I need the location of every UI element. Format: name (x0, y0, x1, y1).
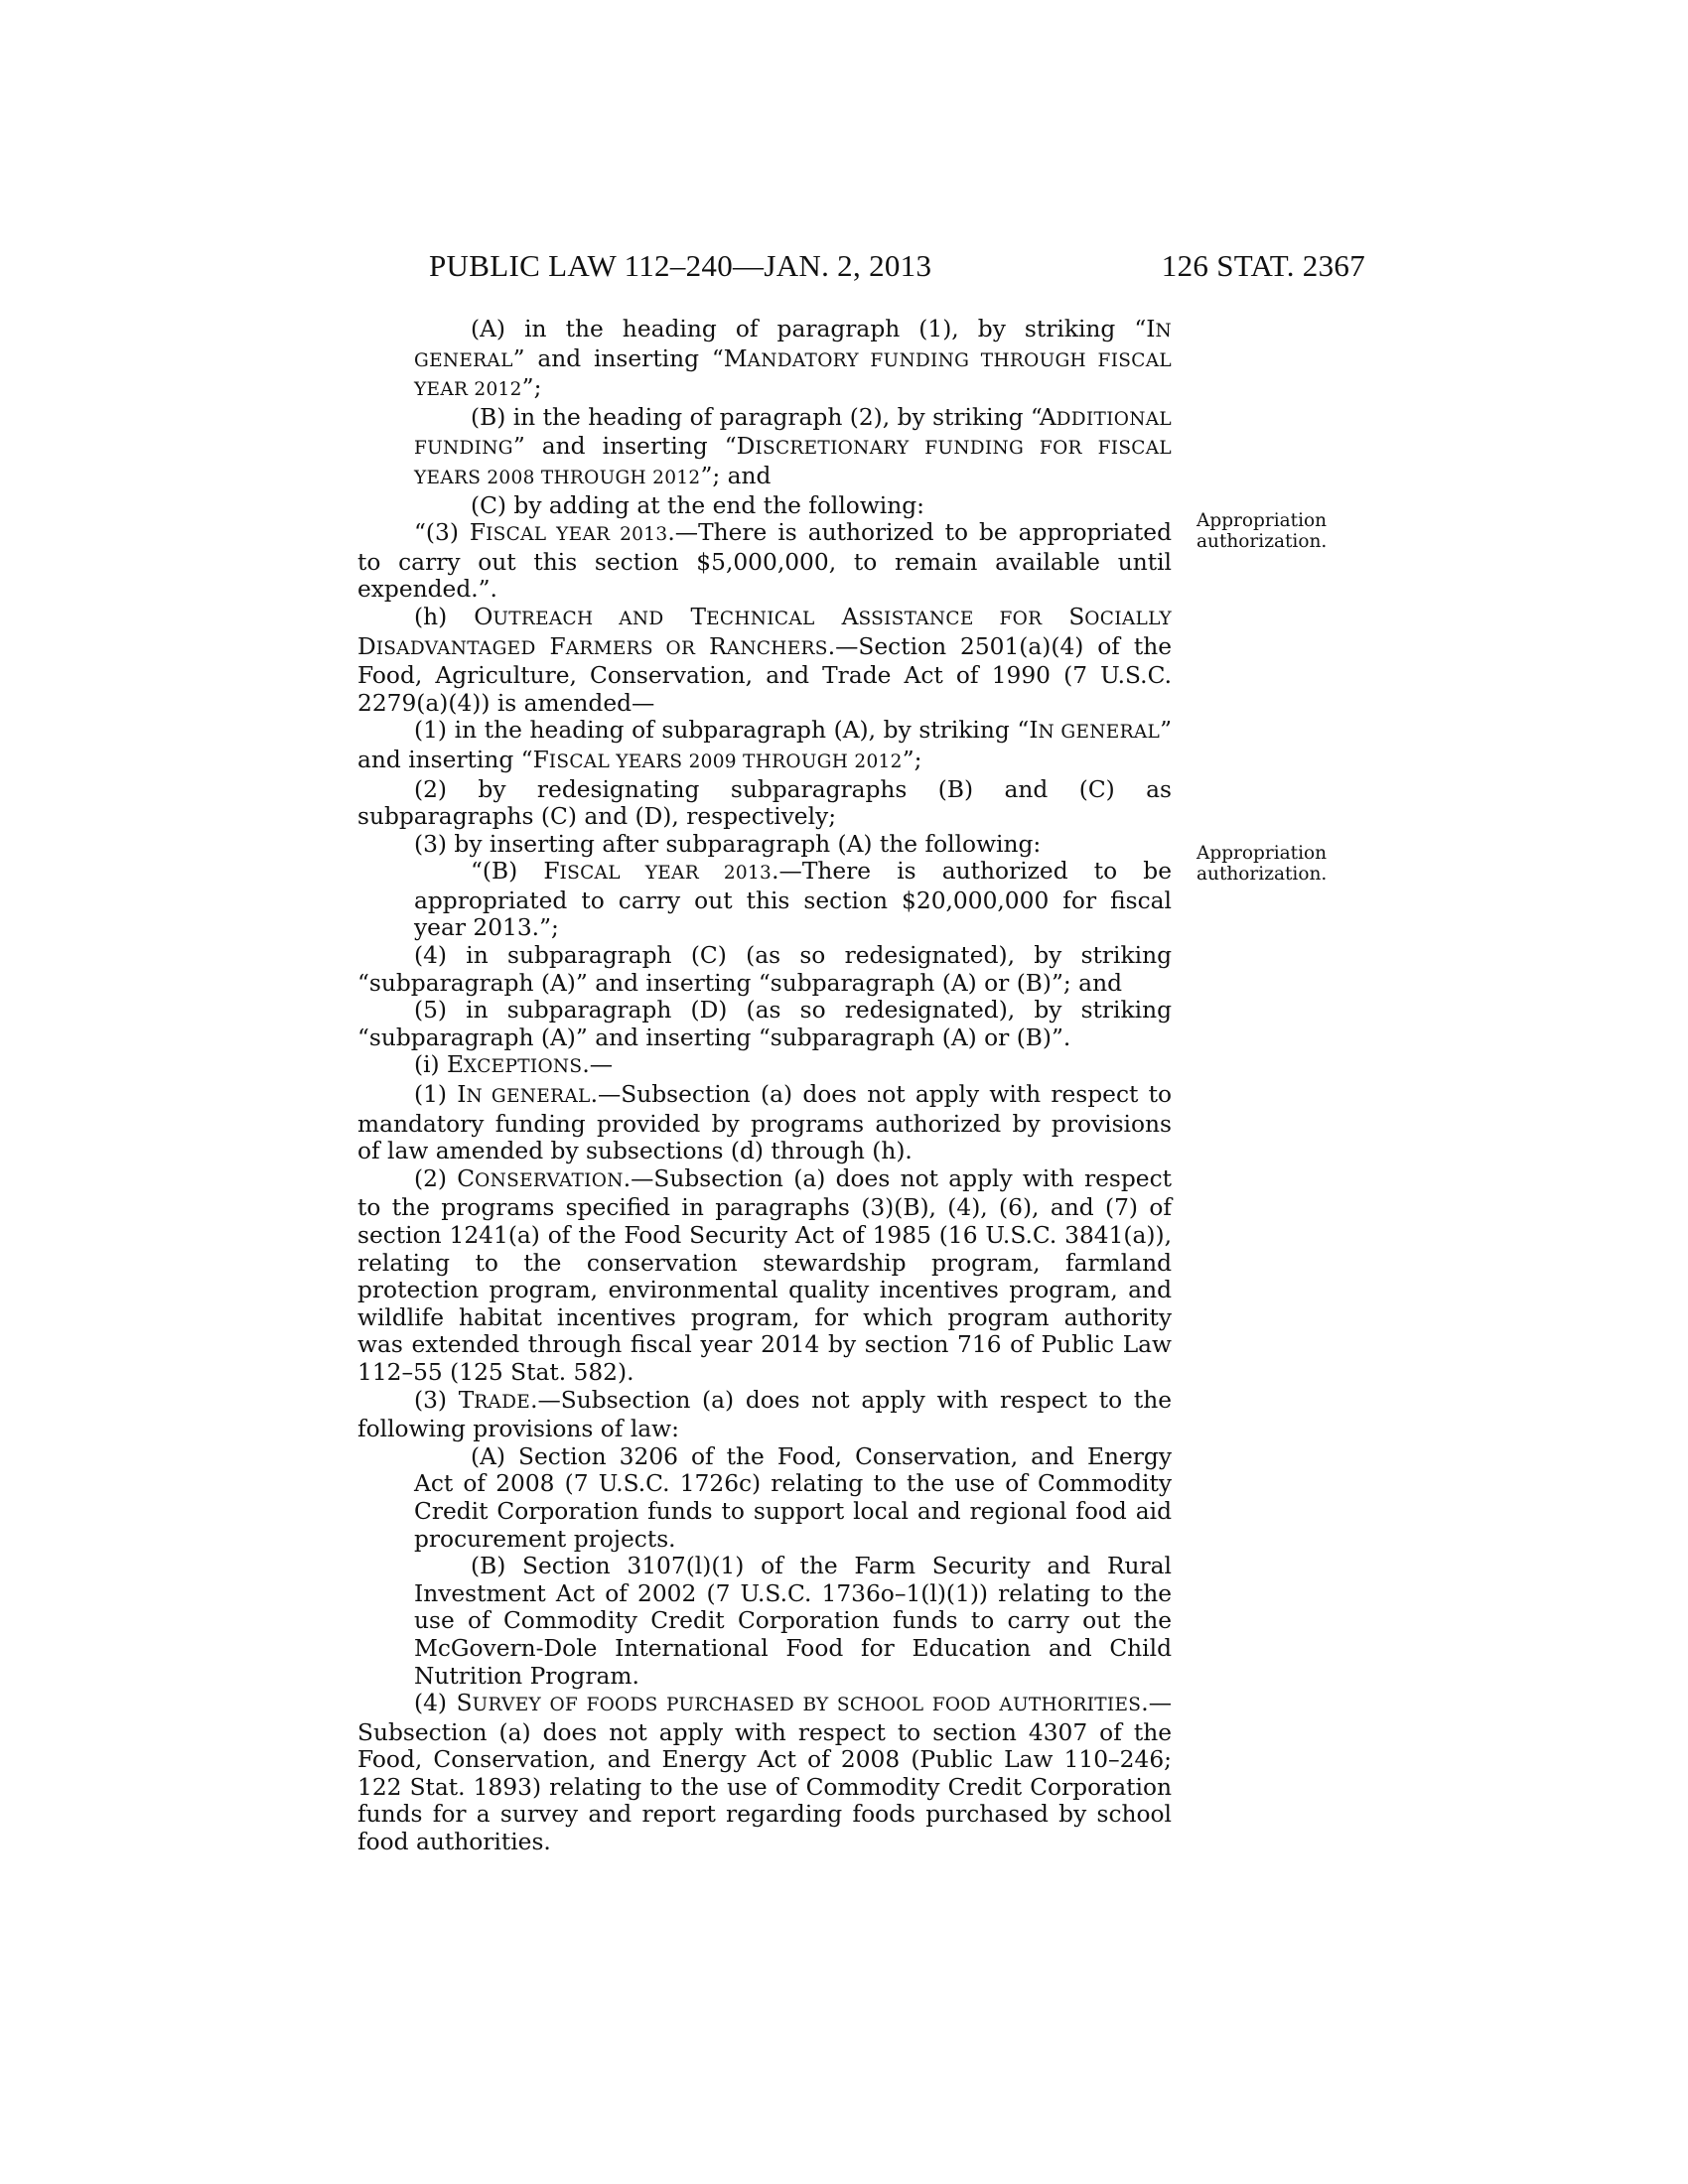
page-header (357, 248, 1365, 288)
paragraph-i-4: (4) SURVEY OF FOODS PURCHASED BY SCHOOL FOOD AUTHORITIES.—Subsection (a) does not apply with respect to section 4307 of the Food, Conservation, and Energy Act of 2008 (Public Law 110–246; 122 Stat. 1893) relating to the use of Commodity Credit Corporation funds for a survey and report regarding foods purchased by school food authorities. (357, 1690, 1172, 1856)
quoted-subparagraph-b: “(B) FISCAL YEAR 2013.—There is authorized to be appropriated to carry out this section $20,000,000 for fiscal year 2013.”; (414, 858, 1172, 942)
margin-note-appropriation-2: Appropriation authorization. (1196, 843, 1328, 885)
paragraph-i-1: (1) IN GENERAL.—Subsection (a) does not apply with respect to mandatory funding provided by programs authorized by provisions of law amended by subsections (d) through (h). (357, 1081, 1172, 1165)
running-head-law: PUBLIC LAW 112–240—JAN. 2, 2013 (429, 248, 932, 283)
subsection-h: (h) OUTREACH AND TECHNICAL ASSISTANCE FOR SOCIALLY DISADVANTAGED FARMERS OR RANCHERS.—Section 2501(a)(4) of the Food, Agriculture, Conservation, and Trade Act of 1990 (7 U.S.C. 2279(a)(4)) is amended— (357, 603, 1172, 717)
paragraph-h-1: (1) in the heading of subparagraph (A), by striking “IN GENERAL” and inserting “FISCAL YEARS 2009 THROUGH 2012”; (357, 717, 1172, 773)
paragraph-h-4: (4) in subparagraph (C) (as so redesignated), by striking “subparagraph (A)” and inserting “subparagraph (A) or (B)”; and (357, 942, 1172, 997)
margin-note-appropriation-1: Appropriation authorization. (1196, 510, 1328, 552)
paragraph-h-2: (2) by redesignating subparagraphs (B) and (C) as subparagraphs (C) and (D), respectively; (357, 775, 1172, 831)
subparagraph-i-3-b: (B) Section 3107(l)(1) of the Farm Security and Rural Investment Act of 2002 (7 U.S.C. 1736o–1(l)(1)) relating to the use of Commodity Credit Corporation funds to carry out the McGovern-Dole International Food for Education and Child Nutrition Program. (414, 1553, 1172, 1690)
paragraph-h-5: (5) in subparagraph (D) (as so redesignated), by striking “subparagraph (A)” and inserting “subparagraph (A) or (B)”. (357, 997, 1172, 1051)
subparagraph-i-3-a: (A) Section 3206 of the Food, Conservation, and Energy Act of 2008 (7 U.S.C. 1726c) relating to the use of Commodity Credit Corporation funds to support local and regional food aid procurement projects. (414, 1442, 1172, 1553)
paragraph-h-3: (3) by inserting after subparagraph (A) the following: (414, 830, 1042, 858)
paragraph-h-b: (B) in the heading of paragraph (2), by striking “ADDITIONAL FUNDING” and inserting “DISCRETIONARY FUNDING FOR FISCAL YEARS 2008 THROUGH 2012”; and (414, 403, 1172, 489)
paragraph-i-2: (2) CONSERVATION.—Subsection (a) does not apply with respect to the programs specified in paragraphs (3)(B), (4), (6), and (7) of section 1241(a) of the Food Security Act of 1985 (16 U.S.C. 3841(a)), relating to the conservation stewardship program, farmland protection program, environmental quality incentives program, and wildlife habitat incentives program, for which program authority was extended through fiscal year 2014 by section 716 of Public Law 112–55 (125 Stat. 582). (357, 1164, 1172, 1386)
running-head-stat: 126 STAT. 2367 (1161, 248, 1365, 283)
paragraph-h-c: (C) by adding at the end the following: (471, 491, 924, 519)
paragraph-i-3: (3) TRADE.—Subsection (a) does not apply with respect to the following provisions of law: (357, 1386, 1172, 1443)
document-body (357, 316, 1172, 1856)
paragraph-h-a: (A) in the heading of paragraph (1), by striking “IN GENERAL” and inserting “MANDATORY FUNDING THROUGH FISCAL YEAR 2012”; (414, 316, 1172, 402)
quoted-paragraph-3: “(3) FISCAL YEAR 2013.—There is authorized to be appropriated to carry out this section $5,000,000, to remain available until expended.”. (357, 519, 1172, 604)
subsection-i: (i) EXCEPTIONS.— (414, 1051, 614, 1079)
